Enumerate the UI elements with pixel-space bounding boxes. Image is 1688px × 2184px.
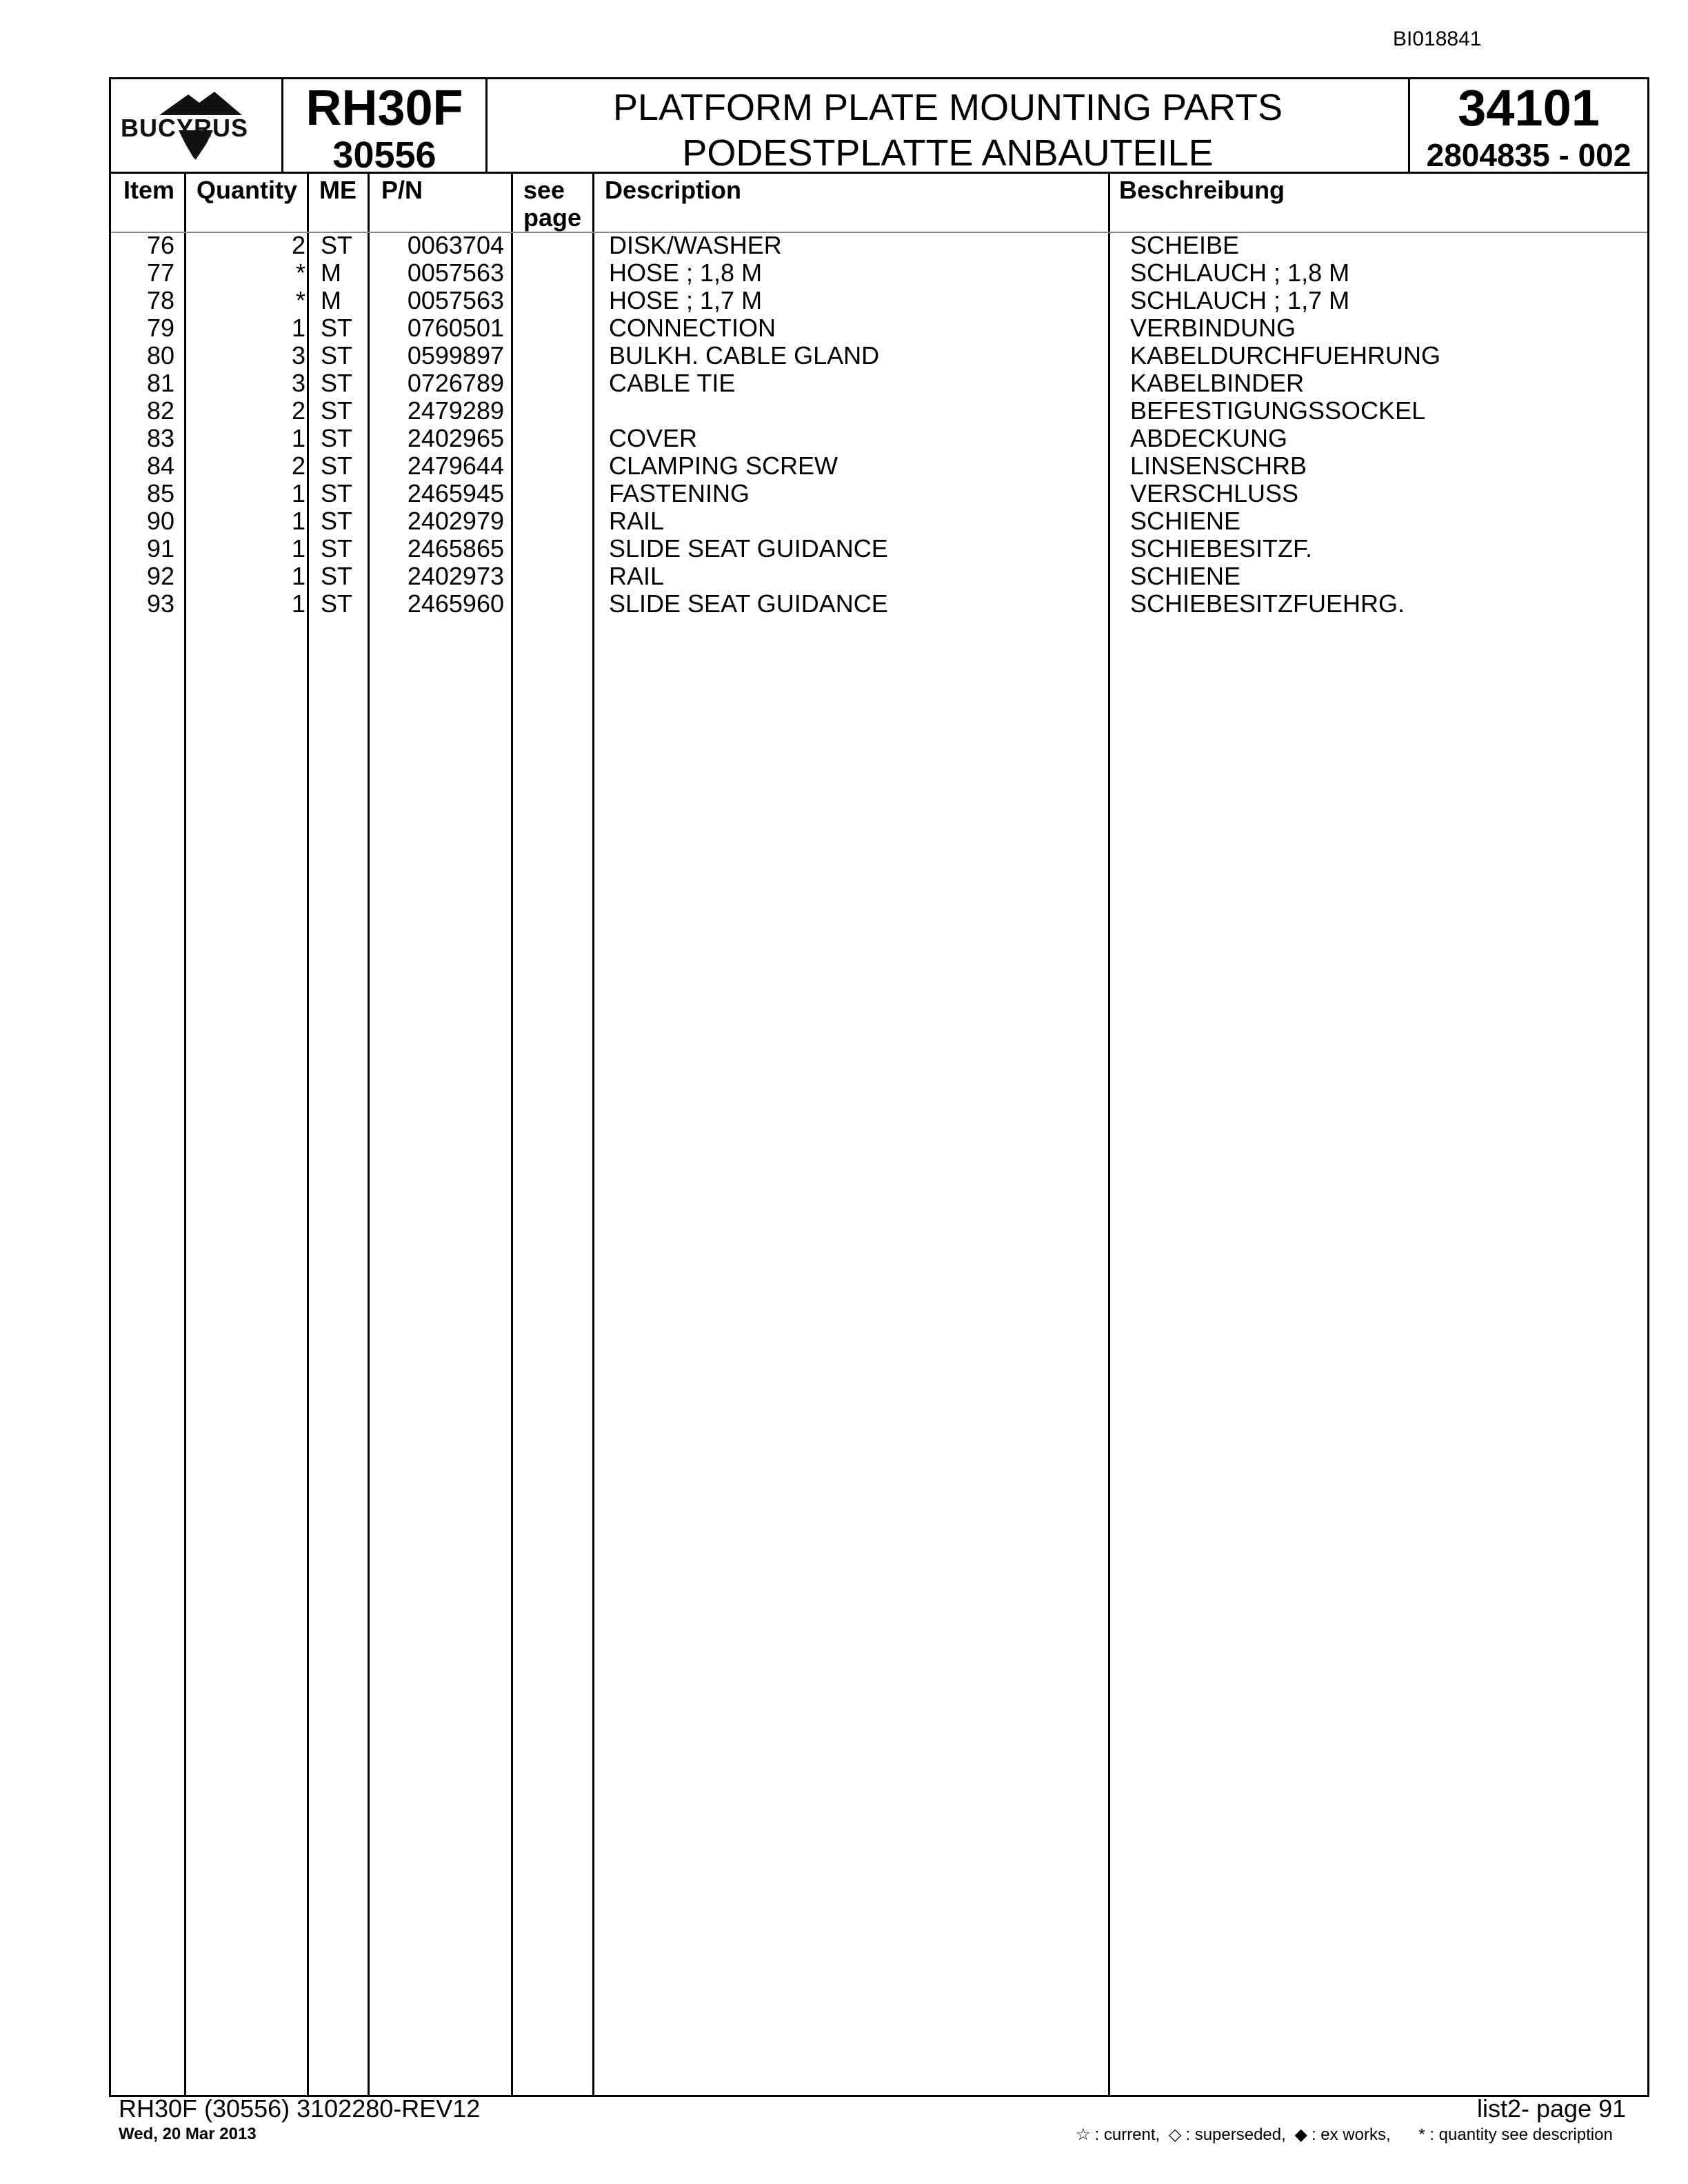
- unit: M: [321, 286, 341, 314]
- beschreibung: KABELDURCHFUEHRUNG: [1130, 341, 1441, 370]
- part-number: 0726789: [407, 369, 504, 397]
- description: RAIL: [609, 562, 665, 590]
- table-row: [111, 425, 1647, 452]
- part-number: 2465960: [407, 589, 504, 618]
- quantity: 1: [291, 562, 305, 590]
- unit: ST: [321, 341, 353, 370]
- footer-date: Wed, 20 Mar 2013: [119, 2125, 257, 2143]
- unit: ST: [321, 231, 353, 259]
- beschreibung: BEFESTIGUNGSSOCKEL: [1130, 396, 1426, 425]
- description: COVER: [609, 424, 698, 452]
- table-row: [111, 397, 1647, 425]
- table-row: [111, 232, 1647, 259]
- item-number: 85: [146, 479, 174, 507]
- column-header-beschreibung: Beschreibung: [1119, 176, 1285, 204]
- table-row: [111, 507, 1647, 535]
- item-number: 80: [146, 341, 174, 370]
- footer-legend: [1076, 2125, 1617, 2145]
- title-german: PODESTPLATTE ANBAUTEILE: [682, 132, 1214, 174]
- quantity: 3: [291, 341, 305, 370]
- part-number: 0599897: [407, 341, 504, 370]
- description: RAIL: [609, 507, 665, 535]
- legend-quantity: * : quantity see description: [1418, 2125, 1613, 2144]
- table-row: [111, 452, 1647, 480]
- part-number: 2479644: [407, 452, 504, 480]
- unit: ST: [321, 562, 353, 590]
- beschreibung: KABELBINDER: [1130, 369, 1305, 397]
- unit: ST: [321, 589, 353, 618]
- model-number: RH30F: [305, 81, 463, 136]
- unit: ST: [321, 534, 353, 563]
- number-cell: [1410, 79, 1647, 172]
- description: HOSE ; 1,8 M: [609, 259, 763, 287]
- table-row: [111, 370, 1647, 397]
- legend-ex-works: : ex works,: [1311, 2125, 1391, 2144]
- table-row: [111, 342, 1647, 370]
- table-row: [111, 287, 1647, 314]
- beschreibung: SCHEIBE: [1130, 231, 1240, 259]
- unit: ST: [321, 396, 353, 425]
- description: SLIDE SEAT GUIDANCE: [609, 589, 888, 618]
- description: CABLE TIE: [609, 369, 736, 397]
- item-number: 81: [146, 369, 174, 397]
- beschreibung: LINSENSCHRB: [1130, 452, 1307, 480]
- part-number: 0063704: [407, 231, 504, 259]
- quantity: 1: [291, 589, 305, 618]
- group-number: 34101: [1458, 79, 1600, 136]
- footer-page-number: list2- page 91: [1477, 2094, 1627, 2123]
- quantity: 2: [291, 452, 305, 480]
- column-header-pn: P/N: [381, 176, 423, 204]
- column-header-item: Item: [123, 176, 175, 204]
- description: HOSE ; 1,7 M: [609, 286, 763, 314]
- part-number: 0057563: [407, 259, 504, 287]
- diamond-outline-icon: ◇: [1168, 2125, 1182, 2144]
- title-cell: [488, 79, 1410, 172]
- quantity: 1: [291, 314, 305, 342]
- legend-current: : current,: [1094, 2125, 1160, 2144]
- quantity: 1: [291, 424, 305, 452]
- description: BULKH. CABLE GLAND: [609, 341, 880, 370]
- item-number: 82: [146, 396, 174, 425]
- logo-cell: [111, 79, 283, 172]
- beschreibung: VERBINDUNG: [1130, 314, 1296, 342]
- beschreibung: SCHIENE: [1130, 507, 1241, 535]
- part-number: 0760501: [407, 314, 504, 342]
- header-box: [109, 77, 1649, 174]
- column-header-page: page: [523, 203, 582, 232]
- diamond-filled-icon: ◆: [1294, 2125, 1307, 2144]
- item-number: 92: [146, 562, 174, 590]
- part-number: 2465865: [407, 534, 504, 563]
- quantity: *: [295, 259, 305, 287]
- item-number: 76: [146, 231, 174, 259]
- item-number: 78: [146, 286, 174, 314]
- item-number: 91: [146, 534, 174, 563]
- item-number: 83: [146, 424, 174, 452]
- item-number: 79: [146, 314, 174, 342]
- quantity: 1: [291, 534, 305, 563]
- parts-table: [109, 174, 1649, 2097]
- footer-document-ref: RH30F (30556) 3102280-REV12: [119, 2094, 481, 2123]
- beschreibung: SCHIEBESITZFUEHRG.: [1130, 589, 1405, 618]
- part-number: 2465945: [407, 479, 504, 507]
- table-row: [111, 480, 1647, 507]
- table-row: [111, 590, 1647, 618]
- unit: M: [321, 259, 341, 287]
- description: FASTENING: [609, 479, 750, 507]
- column-header-me: ME: [319, 176, 356, 204]
- quantity: 1: [291, 479, 305, 507]
- quantity: 1: [291, 507, 305, 535]
- beschreibung: SCHLAUCH ; 1,7 M: [1130, 286, 1350, 314]
- table-row: [111, 535, 1647, 563]
- unit: ST: [321, 424, 353, 452]
- column-header-see: see: [523, 176, 565, 204]
- legend-superseded: : superseded,: [1185, 2125, 1286, 2144]
- description: CLAMPING SCREW: [609, 452, 838, 480]
- description: SLIDE SEAT GUIDANCE: [609, 534, 888, 563]
- quantity: 3: [291, 369, 305, 397]
- beschreibung: SCHIEBESITZF.: [1130, 534, 1313, 563]
- item-number: 84: [146, 452, 174, 480]
- item-number: 77: [146, 259, 174, 287]
- beschreibung: VERSCHLUSS: [1130, 479, 1299, 507]
- part-number: 2479289: [407, 396, 504, 425]
- part-number: 0057563: [407, 286, 504, 314]
- logo-text: BUCYRUS: [121, 114, 249, 142]
- title-english: PLATFORM PLATE MOUNTING PARTS: [612, 87, 1283, 128]
- document-id: BI018841: [1393, 28, 1482, 50]
- unit: ST: [321, 479, 353, 507]
- document-number: 2804835 - 002: [1426, 137, 1631, 173]
- star-icon: ☆: [1076, 2125, 1091, 2144]
- description: CONNECTION: [609, 314, 776, 342]
- model-cell: [283, 79, 488, 176]
- unit: ST: [321, 314, 353, 342]
- beschreibung: ABDECKUNG: [1130, 424, 1288, 452]
- part-number: 2402979: [407, 507, 504, 535]
- table-row: [111, 259, 1647, 287]
- beschreibung: SCHLAUCH ; 1,8 M: [1130, 259, 1350, 287]
- column-header-see-page: [523, 176, 581, 232]
- column-header-quantity: Quantity: [197, 176, 298, 204]
- table-row: [111, 563, 1647, 590]
- unit: ST: [321, 507, 353, 535]
- quantity: 2: [291, 396, 305, 425]
- part-number: 2402973: [407, 562, 504, 590]
- part-number: 2402965: [407, 424, 504, 452]
- table-row: [111, 314, 1647, 342]
- quantity: 2: [291, 231, 305, 259]
- serial-number: 30556: [332, 134, 436, 176]
- quantity: *: [295, 286, 305, 314]
- unit: ST: [321, 452, 353, 480]
- unit: ST: [321, 369, 353, 397]
- item-number: 90: [146, 507, 174, 535]
- column-header-description: Description: [605, 176, 742, 204]
- item-number: 93: [146, 589, 174, 618]
- beschreibung: SCHIENE: [1130, 562, 1241, 590]
- description: DISK/WASHER: [609, 231, 782, 259]
